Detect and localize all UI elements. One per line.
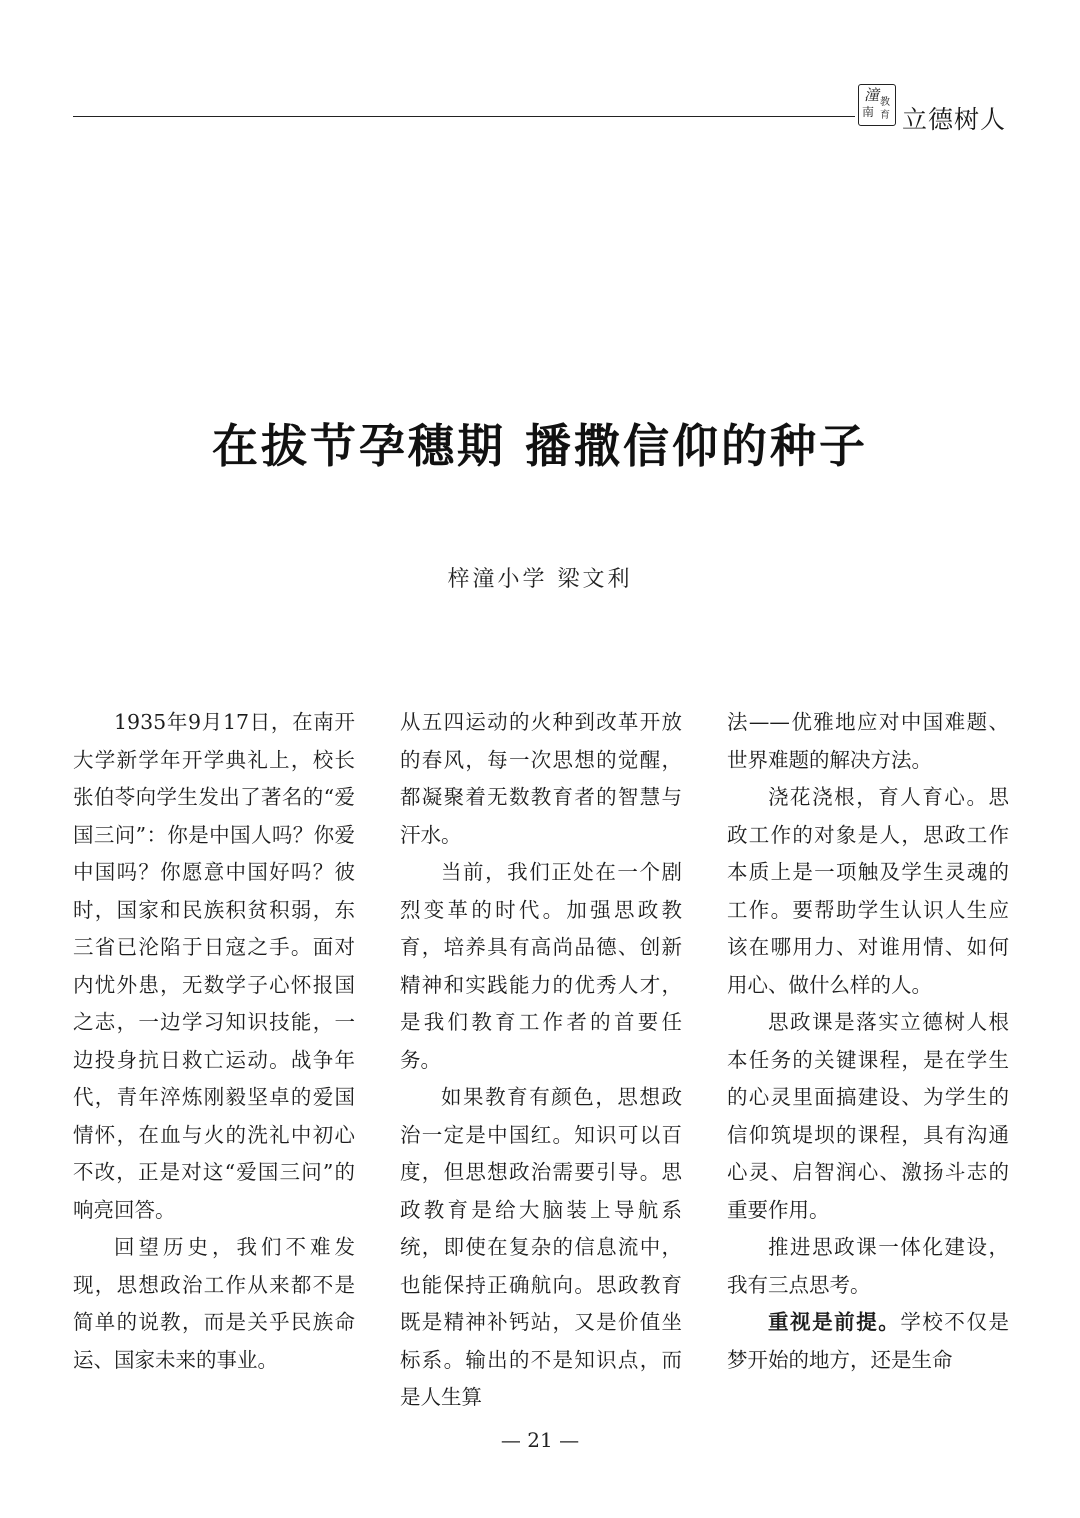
paragraph: 如果教育有颜色，思想政治一定是中国红。知识可以百度，但思想政治需要引导。思政教育是给大脑装上导航系统，即使在复杂的信息流中，也能保持正确航向。思政教育既是精神补钙站，又是价值坐标系。输出的不是知识点，而是人生算 [400,1085,682,1409]
paragraph: 思政课是落实立德树人根本任务的关键课程，是在学生的心灵里面搞建设、为学生的信仰筑堤坝的课程，具有沟通心灵、启智润心、激扬斗志的重要作用。 [727,1010,1009,1222]
header-rule [73,116,855,117]
text-column-2 [400,704,682,1417]
logo-char: 南 [862,105,875,119]
paragraph: 回望历史，我们不难发现，思想政治工作从来都不是简单的说教，而是关乎民族命运、国家未来的事业。 [73,1235,355,1372]
paragraph: 推进思政课一体化建设，我有三点思考。 [727,1235,1009,1297]
paragraph: 1935年9月17日，在南开大学新学年开学典礼上，校长张伯苓向学生发出了著名的“爱国三问”：你是中国人吗？你爱中国吗？你愿意中国好吗？彼时，国家和民族积贫积弱，东三省已沦陷于日寇之手。面对内忧外患，无数学子心怀报国之志，一边学习知识技能，一边投身抗日救亡运动。战争年代，青年淬炼刚毅坚卓的爱国情怀，在血与火的洗礼中初心不改，正是对这“爱国三问”的响亮回答。 [73,710,355,1222]
paragraph-text: 学校不仅是梦开始的地方，还是生命 [727,1310,1010,1372]
page-number: — 21 — [500,1428,580,1452]
journal-logo [858,84,898,128]
paragraph: 当前，我们正处在一个剧烈变革的时代。加强思政教育，培养具有高尚品德、创新精神和实践能力的优秀人才，是我们教育工作者的首要任务。 [400,860,682,1072]
logo-char: 育 [880,110,890,121]
article-title: 在拔节孕穗期 播撒信仰的种子 [211,419,868,473]
article-byline: 梓潼小学 梁文利 [447,567,633,592]
paragraph: 浇花浇根，育人育心。思政工作的对象是人，思政工作本质上是一项触及学生灵魂的工作。要帮助学生认识人生应该在哪用力、对谁用情、如何用心、做什么样的人。 [727,785,1009,997]
section-label: 立德树人 [902,105,1007,134]
text-column-1 [73,704,355,1379]
text-column-3 [727,704,1009,1379]
paragraph [727,1304,1009,1379]
logo-char: 教 [880,97,890,108]
logo-char: 潼 [864,86,880,104]
paragraph-continued: 从五四运动的火种到改革开放的春风，每一次思想的觉醒，都凝聚着无数教育者的智慧与汗水。 [400,710,682,847]
paragraph-continued: 法——优雅地应对中国难题、世界难题的解决方法。 [727,710,1009,772]
bold-lead-phrase: 重视是前提。 [768,1310,901,1334]
